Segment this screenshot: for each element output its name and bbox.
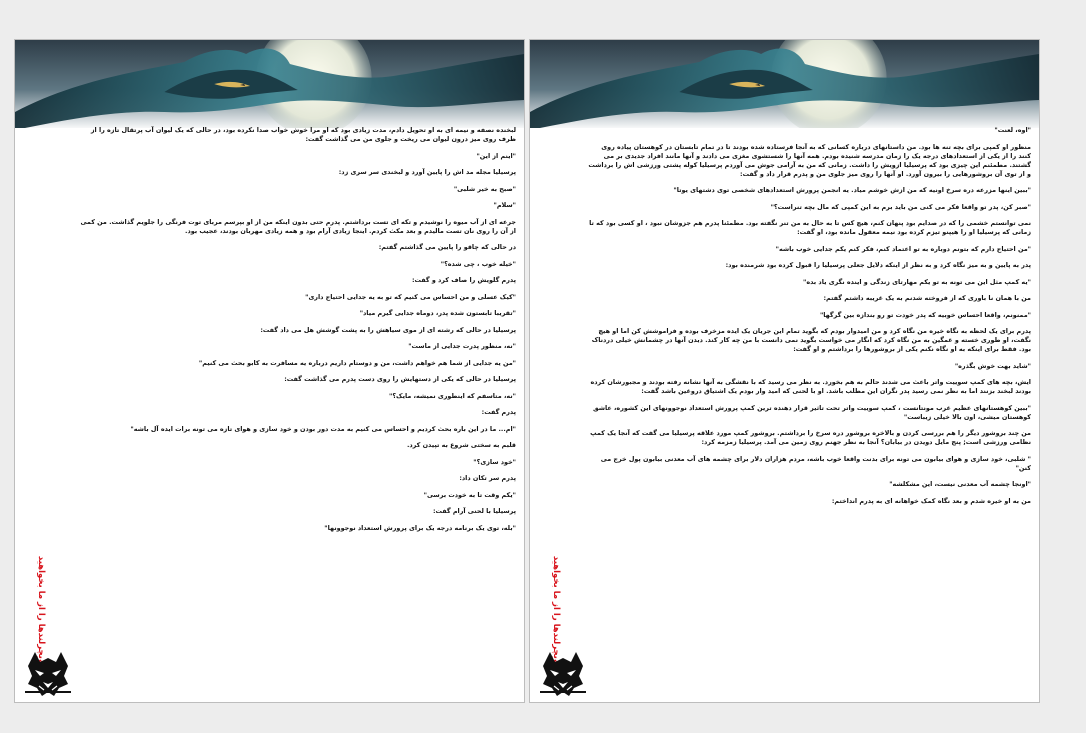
paragraph: پدرم سر تکان داد: — [459, 474, 516, 482]
paragraph: "کیک عسلی و من احساس می کنیم که تو به یه جدایی احتیاج داری" — [305, 292, 516, 301]
paragraph: من با همان نا باوری که از فروخته شدنم به یک غریبه داشتم گفتم: — [823, 294, 1031, 302]
paragraph: "ام... ما در این باره بحث کردیم و احساس می کنیم به مدت دور بودن و خود سازی و هوای تازه می تونه برات ایده آل باشه" — [130, 424, 516, 433]
paragraph: "خود سازی؟" — [473, 457, 516, 466]
paragraph: نمی توانستم خشمی را که در صدایم بود پنهان کنم، هیچ کس تا به حال به من تنر نگفته بود. مطمئنا پدرم هم جزوشان نبود ، او کسی بود که تا زمانی که پرسیلیا او را هیپنو تیزم کرده بود نیمه معقول مانده بود، او گفت: — [589, 219, 1031, 236]
wolf-banner-image — [530, 40, 1039, 130]
paragraph: "یه کمپ مثل این می تونه به تو یکم مهارتای زندگی و اینده نگری یاد بده" — [803, 277, 1031, 286]
paragraph: پرسیلیا در حالی که یکی از دستهایش را روی دست پدرم می گذاشت گفت: — [284, 375, 516, 383]
document-page-left — [14, 39, 525, 703]
paragraph: "شاید بهت خوش بگذره" — [954, 361, 1031, 370]
paragraph: من چند بروشور دیگر را هم بررسی کردن و بالاخره بروشور دره سرخ را برداشتم. بروشور کمپ مورد علاقه پرسیلیا می گفت که آنجا یک کمپ نظامی ورزشی است; پنج مایل دویدن در بیابان؟ آنجا به نظر جهنم روی زمین می آمد. پرسیلیا زمزمه کرد: — [590, 429, 1031, 446]
wolf-banner-image — [15, 40, 524, 130]
paragraph: "من یه جدایی از شما هم خواهم داشت، من و دوستام داریم درباره یه مسافرت به کابو بحث می کنیم" — [198, 358, 516, 367]
wolf-emblem-icon — [23, 648, 73, 698]
paragraph: پدرم گفت: — [481, 408, 516, 416]
paragraph: "ببین کوهستانهای عظیم غرب مونتانست ، کمپ سوییت واتر تحت تاثیر قرار دهنده ترین کمپ پرورش استعداد نوجوونهای این کشوره، عاشق کوهستان میشی، اون بالا خیلی زیباست" — [592, 403, 1031, 421]
paragraph: "اونجا چشمه آب معدنی نیست، این مشکلشه" — [889, 480, 1031, 488]
paragraph: پرسیلیا با لحنی آرام گفت: — [432, 507, 516, 515]
paragraph: "سلام" — [493, 201, 516, 209]
paragraph: جرعه ای از آب میوه را نوشیدم و تکه ای تست برداشتم. پدرم حتی بدون اینکه من از او بپرسم مربای توت فرنگی را جلویم گذاشت. من کمی از آن را روی نان تست مالیدم و بعد مکث کردم. اینجا زیادی آرام بود و همه زیادی مهربان بودند، عجیب بود. — [80, 217, 516, 235]
paragraph: "خیله خوب ، چی شده؟" — [440, 259, 516, 268]
paragraph: پدر به پایین و به میز نگاه کرد و به نظر از اینکه دلایل جعلی پرسیلیا را قبول کرده بود شرمنده بود: — [725, 261, 1031, 269]
paragraph: "نه، متاسفم که اینطوری نمیشه، مایک؟" — [388, 391, 516, 400]
paragraph: من به او خیره شدم و بعد نگاه کمک خواهانه ای به پدرم انداختم: — [831, 496, 1031, 505]
document-page-right — [529, 39, 1040, 703]
paragraph: "یکم وقت تا به خودت برسی" — [423, 490, 516, 499]
paragraph: "ببین اینها مزرعه دره سرخ اونیه که من ازش خوشم میاد. یه انجمن پرورش استعدادهای شخصی توی دشتهای یوتا" — [673, 186, 1031, 194]
paragraph: "صبر کن، پدر تو واقعا فکر می کنی من باید برم به این کمپی که مال بچه تنراست؟" — [770, 202, 1031, 211]
paragraph: "ممنونم، واقعا احساس خوبیه که پدر خودت تو رو بندازه بین گرگها" — [819, 310, 1031, 319]
paragraph: منظور او کمپی برای بچه تنه ها بود. من داستانهای درباره کسانی که به آنجا فرستاده شده بودند تا در تمام تابستان در کوهستان پیاده روی کنند را از یکی از استعدادهای درجه یک را زمان مدرسه شنیده بودم. همه آنها را شستشوی مغزی می دادند و آنها مانند افراد جدیدی بر می گشتند. مطمئنم این چیزی بود که پرسیلیا ازویش را داشت. زمانی که من به آرامی جوش می آوردم پرسیلیا کوله پشتی ورزشی اش را برداشت و از توی آن بروشورهایی را بیرون آورد. او آنها را روی میز جلوی من و پدرم قرار داد و گفت: — [588, 142, 1031, 178]
watermark-text: ویچرلندها را از ما بخواهید — [36, 555, 46, 665]
paragraph: " شلبی، خود سازی و هوای بیابون می تونه برای بدنت واقعا خوب باشه، مردم هزاران دلار برای چشمه های آب معدنی بیابون پول خرج می کنن" — [600, 454, 1031, 472]
paragraph: پرسیلیا در حالی که رشته ای از موی سیاهش را به پشت گوشش هل می داد گفت: — [260, 325, 516, 334]
paragraph: "اینم از این" — [476, 151, 516, 160]
paragraph: لبخنده نصفه و نیمه ای به او تحویل دادم، مدت زیادی بود که او مرا خوش خواب صدا نکرده بود، در حالی که یک لیوان آب پرتقال تازه را از ظرف روی میز درون لیوان می ریخت و جلوی من می گذاشت گفت: — [90, 126, 516, 143]
paragraph: پدرم گلویش را صاف کرد و گفت: — [411, 276, 516, 284]
paragraph: پدرم برای یک لحظه به نگاه خیره من نگاه کرد و من امیدوار بودم که بگوید تمام این جریان یک ایده مزخرف بوده و فراموشش کن اما او هیچ نگفت، او طوری خسته و غمگین به من نگاه کرد که انگار می خواست بگوید نمی دانست با من چه کار کند. دیدن آنها در چشمانش خیلی دردناک بود. فقط برای اینکه به او نگاه نکنم یکی از بروشورها را برداشتم و او گفت: — [591, 327, 1031, 353]
paragraph: در حالی که چاقو را پایین می گذاشتم گفتم: — [378, 243, 516, 251]
paragraph: "من احتیاج دارم که بتونم دوباره به تو اعتماد کنم، فکر کنم یکم جدایی خوب باشه" — [775, 244, 1031, 253]
paragraph: قلبم به سختی شروع به تپیدن کرد. — [406, 441, 516, 449]
page-text — [73, 126, 516, 692]
paragraph: "صبح به خیر شلبی" — [453, 184, 516, 193]
paragraph: "نه، منظور پدرت جدایی از ماست" — [408, 342, 516, 350]
paragraph: پرسیلیا مجله مد اش را پایین آورد و لبخندی سر سری زد: — [338, 168, 516, 176]
watermark-text: ویچرلندها را از ما بخواهید — [551, 555, 561, 665]
paragraph: ایش، بچه های کمپ سوییت واتر باعث می شدند حالم به هم بخورد. به نظر می رسید که با نقشگی به آنها نشانه رفته بودند و مجبورشان کرده بودند لبخند بزنند اما به نظر نمی رسید پدر نگران این مطلب باشد. او با لحنی که امید وار بودم یک اشتیاق دروغین باشد گفت: — [590, 378, 1031, 395]
page-text — [588, 126, 1031, 692]
paragraph: "اوه، لعنت" — [994, 126, 1031, 134]
paragraph: "تقریبا تابستون شده پدر، دوماه جدایی گیرم میاد" — [359, 309, 516, 317]
wolf-emblem-icon — [538, 648, 588, 698]
paragraph: "بله، توی یک برنامه درجه یک برای پرورش استعداد نوجوونها" — [324, 523, 516, 532]
